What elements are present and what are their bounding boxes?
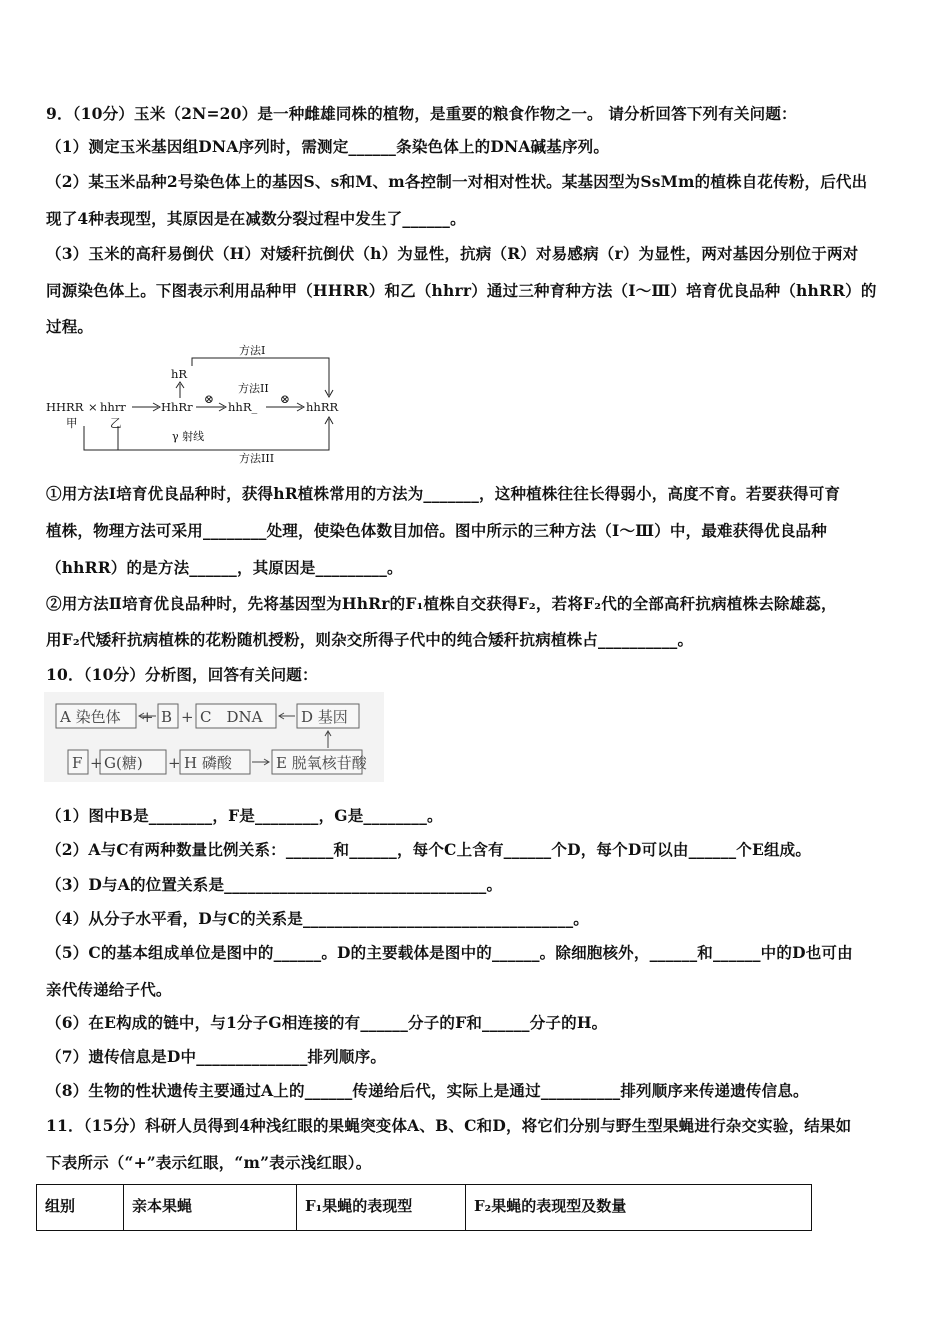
q9-line-3: （2）某玉米品种2号染色体上的基因S、s和M、m各控制一对相对性状。某基因型为SsMm的植株自花传粉，后代出 [46, 172, 868, 191]
haploid-hr: hR [171, 367, 188, 381]
q9-line-2: （1）测定玉米基因组DNA序列时，需测定______条染色体上的DNA碱基序列。 [46, 137, 610, 156]
fruitfly-results-table [36, 1184, 812, 1231]
q9-line-9: 植株，物理方法可采用________处理，使染色体数目加倍。图中所示的三种方法（Ⅰ～Ⅲ）中，最难获得优良品种 [46, 521, 827, 540]
table-header-cell: F₂果蝇的表现型及数量 [466, 1185, 812, 1231]
plus-sign-1: + [141, 708, 154, 726]
q9-line-5: （3）玉米的高秆易倒伏（H）对矮秆抗倒伏（h）为显性，抗病（R）对易感病（r）为显性，两对基因分别位于两对 [46, 244, 859, 263]
q9-line-12: 用F₂代矮秆抗病植株的花粉随机授粉，则杂交所得子代中的纯合矮秆抗病植株占__________。 [46, 630, 694, 649]
label-yi: 乙 [110, 416, 122, 430]
parent-hhrr-dominant: HHRR [46, 400, 84, 414]
node-a-chromosome: A 染色体 [60, 708, 121, 726]
method-1-label: 方法I [239, 344, 266, 357]
f1-hhrr: HhRr [161, 400, 193, 414]
q9-line-7: 过程。 [46, 317, 94, 336]
method-2-label: 方法II [238, 382, 269, 395]
q10-line-3: （2）A与C有两种数量比例关系：______和______，每个C上含有______个D，每个D可以由______个E组成。 [46, 840, 812, 859]
q10-line-10: （8）生物的性状遗传主要通过A上的______传递给后代，实际上是通过__________排列顺序来传递遗传信息。 [46, 1081, 809, 1100]
method-3-label: 方法III [239, 452, 275, 465]
plus-sign-2: + [181, 708, 194, 726]
q10-line-6: （5）C的基本组成单位是图中的______。D的主要载体是图中的______。除细胞核外，______和______中的D也可由 [46, 943, 853, 962]
breeding-methods-diagram [44, 340, 364, 470]
node-b: B [161, 708, 173, 726]
node-c-dna: C DNA [200, 708, 263, 726]
node-g-sugar: G(糖) [104, 754, 143, 772]
dna-structure-diagram [44, 692, 384, 782]
q11-line-1: 11．（15分）科研人员得到4种浅红眼的果蝇突变体A、B、C和D，将它们分别与野生型果蝇进行杂交实验，结果如 [46, 1116, 852, 1135]
q9-line-10: （hhRR）的是方法______，其原因是_________。 [46, 558, 403, 577]
cross-symbol: × [88, 400, 98, 414]
q11-line-2: 下表所示（“+”表示红眼，“m”表示浅红眼）。 [46, 1153, 372, 1172]
label-jia: 甲 [66, 416, 78, 430]
hhr-intermediate: hhR_ [228, 400, 258, 414]
q10-line-4: （3）D与A的位置关系是_________________________________。 [46, 875, 503, 894]
plus-sign-3: + [90, 754, 103, 772]
gamma-ray-label: γ 射线 [172, 430, 205, 443]
node-h-phosphate: H 磷酸 [184, 754, 232, 772]
q10-line-7: 亲代传递给子代。 [46, 980, 172, 999]
table-header-cell: F₁果蝇的表现型 [297, 1185, 466, 1231]
node-e-deoxynucleotide: E 脱氧核苷酸 [276, 754, 367, 772]
target-hhrr: hhRR [306, 400, 339, 414]
q9-line-1: 9．（10分）玉米（2N=20）是一种雌雄同株的植物，是重要的粮食作物之一。 请分析回答下列有关问题： [46, 104, 797, 123]
q9-line-11: ②用方法Ⅱ培育优良品种时，先将基因型为HhRr的F₁植株自交获得F₂，若将F₂代的全部高秆抗病植株去除雄蕊， [46, 594, 837, 613]
node-d-gene: D 基因 [301, 708, 348, 726]
node-f: F [72, 754, 83, 772]
q10-line-2: （1）图中B是________，F是________，G是________。 [46, 806, 443, 825]
self-cross-icon-1: ⊗ [204, 392, 215, 406]
q9-line-4: 现了4种表现型，其原因是在减数分裂过程中发生了______。 [46, 209, 466, 228]
self-cross-icon-2: ⊗ [280, 392, 291, 406]
q9-line-6: 同源染色体上。下图表示利用品种甲（HHRR）和乙（hhrr）通过三种育种方法（Ⅰ～Ⅲ）培育优良品种（hhRR）的 [46, 281, 877, 300]
q10-line-5: （4）从分子水平看，D与C的关系是__________________________________。 [46, 909, 589, 928]
parent-hhrr-recessive: hhrr [100, 400, 126, 414]
q10-line-1: 10．（10分）分析图，回答有关问题： [46, 665, 318, 684]
plus-sign-4: + [168, 754, 181, 772]
q10-line-9: （7）遗传信息是D中______________排列顺序。 [46, 1047, 387, 1066]
table-header-cell: 亲本果蝇 [124, 1185, 297, 1231]
table-header-row [37, 1185, 812, 1231]
q10-line-8: （6）在E构成的链中，与1分子G相连接的有______分子的F和______分子的H。 [46, 1013, 608, 1032]
q9-line-8: ①用方法Ⅰ培育优良品种时，获得hR植株常用的方法为_______，这种植株往往长得弱小，高度不育。若要获得可育 [46, 484, 841, 503]
table-header-cell: 组别 [37, 1185, 124, 1231]
